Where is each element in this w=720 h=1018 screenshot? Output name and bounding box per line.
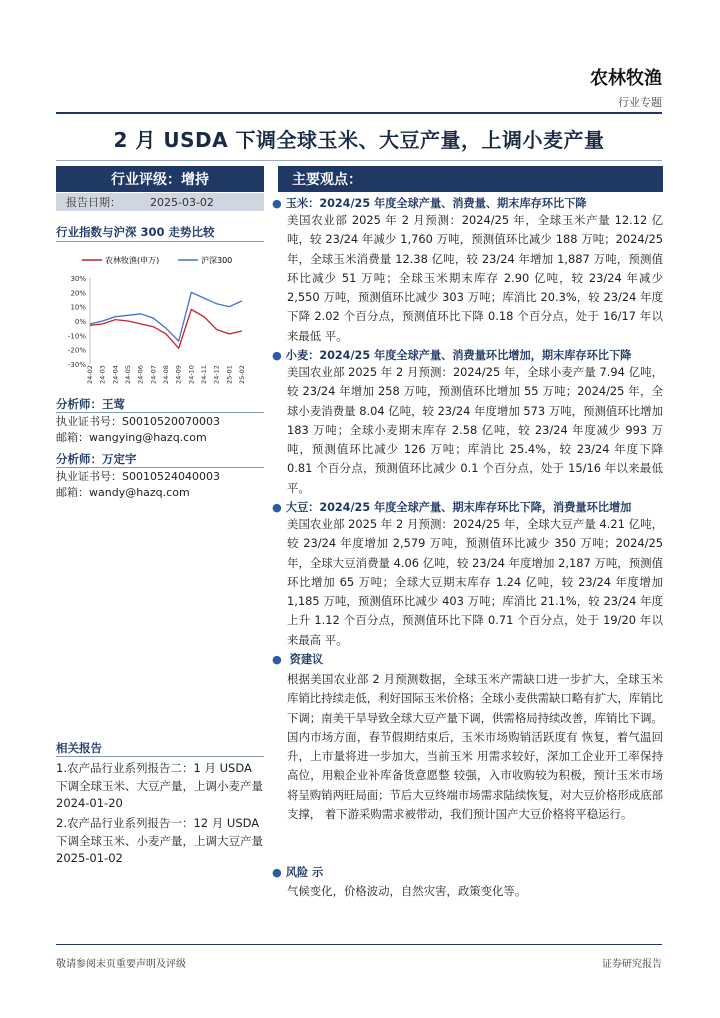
chart-lines (90, 292, 242, 348)
y-tick-label: 30% (70, 275, 86, 283)
related-reports-rule (56, 756, 264, 757)
section-corn-title: 玉米：2024/25 年度全球产量、消费量、期末库存环比下降 (285, 197, 587, 210)
x-tick-label: 24-03 (98, 365, 107, 384)
footer-rule (56, 944, 662, 945)
legend-label-series-1: 沪深300 (201, 256, 233, 265)
chart-legend (82, 255, 232, 265)
x-tick-label: 24-09 (174, 365, 183, 384)
section-investment-body (287, 670, 663, 824)
soybean-paragraph: 美国农业部 2025 年 2 月预测：2024/25 年，全球大豆产量 4.21 亿吨，较 23/24 年度增加 2,579 万吨，预测值环比减少 350 万吨；2024/25 年，全球大豆消费量 4.06 亿吨，较 23/24 年度增加 2,187 万吨，预测值环比增加 65 万吨；全球大豆期末库存 1.24 亿吨，较 23/24 年度增加 1,185 万吨，预测值环比减少 403 万吨；库消比 21.1%，较 23/24 年度上升 1.12 个百分点，预测值环比下降 0.71 个百分点，处于 19/20 年以来最高 平。 (287, 517, 663, 647)
y-tick-label: 0% (74, 318, 86, 326)
analyst-2-email: 邮箱：wandy@hazq.com (56, 486, 190, 499)
section-soybean-title: 大豆：2024/25 年度全球产量、期末库存环比下降，消费量环比增加 (285, 501, 632, 514)
analyst-2-heading: 分析师：万定宇 (56, 452, 137, 466)
analyst-1-rule (56, 412, 264, 413)
section-soybean-body (287, 515, 663, 650)
page-title: 2 月 USDA 下调全球玉米、大豆产量，上调小麦产量 (113, 128, 605, 152)
section-wheat-heading (272, 347, 631, 363)
x-tick-label: 24-12 (212, 365, 221, 384)
y-tick-label: -20% (67, 346, 86, 355)
related-report-1: 1.农产品行业系列报告二：1 月 USDA 下调全球玉米、大豆产量，上调小麦产量 2024-01-20 (56, 761, 263, 811)
chart-svg (56, 252, 264, 387)
corn-paragraph: 美国农业部 2025 年 2 月预测：2024/25 年，全球玉米产量 12.12 亿吨，较 23/24 年减少 1,760 万吨，预测值环比减少 188 万吨；2024/25 年，全球玉米消费量 12.38 亿吨，较 23/24 年增加 1,887 万吨，预测值环比减少 51 万吨；全球玉米期末库存 2.90 亿吨，较 23/24 年减少 2,550 万吨，预测值环比减少 303 万吨；库消比 20.3%，较 23/24 年度下降 2.02 个百分点，预测值环比下降 0.18 个百分点，处于 16/17 年以来最低 平。 (287, 213, 663, 343)
analyst-1-email: 邮箱：wangying@hazq.com (56, 431, 207, 444)
y-tick-label: 10% (70, 303, 86, 312)
analyst-1-heading: 分析师：王莺 (56, 397, 125, 411)
section-risk-title: 风险 示 (285, 866, 324, 879)
bullet-icon: ● (272, 349, 282, 362)
section-risk-heading (272, 864, 323, 880)
chart-title-rule (56, 241, 264, 242)
footer-report-label: 证券研究报告 (602, 959, 662, 970)
bullet-icon: ● (272, 866, 282, 879)
footer-disclaimer: 敬请参阅末页重要声明及评级 (56, 959, 186, 970)
wheat-paragraph: 美国农业部 2025 年 2 月预测：2024/25 年，全球小麦产量 7.94 亿吨，较 23/24 年增加 258 万吨，预测值环比增加 55 万吨；2024/25 年，全球小麦消费量 8.04 亿吨，较 23/24 年度增加 573 万吨，预测值环比增加 183 万吨；全球小麦期末库存 2.58 亿吨，较 23/24 年度减少 993 万吨，预测值环比减少 126 万吨；库消比 25.4%，较 23/24 年度下降 0.81 个百分点，预测值环比减少 0.1 个百分点，处于 15/16 年以来最低 平。 (287, 365, 663, 495)
section-corn-heading (272, 195, 587, 211)
x-tick-label: 25-01 (225, 365, 234, 384)
industry-rating: 行业评级：增持 (56, 166, 264, 192)
report-date-value: 2025-03-02 (150, 195, 214, 209)
x-tick-label: 25-02 (238, 365, 246, 384)
report-date (56, 193, 264, 211)
x-tick-label: 24-05 (124, 365, 132, 384)
analyst-2-license: 执业证书号：S0010524040003 (56, 470, 220, 483)
x-tick-label: 24-07 (149, 365, 158, 384)
investment-paragraph-2: 国内市场方面，春节假期结束后，玉米市场购销活跃度有 恢复，着气温回升，上市量将进一步加大，当前玉米 用需求较好，深加工企业开工率保持高位，用粮企业补库备货意愿整 较强，入市收购较为积极，预计玉米市场将呈购销两旺局面；节后大豆终端市场需求陆续恢复，对大豆价格形成底部支撑， 着下游采购需求被带动，我们预计国产大豆价格将平稳运行。 (287, 729, 663, 822)
y-axis (68, 275, 90, 369)
report-date-label: 报告日期： (66, 196, 121, 209)
x-tick-label: 24-04 (111, 365, 120, 384)
related-report-2: 2.农产品行业系列报告一：12 月 USDA 下调全球玉米、小麦产量，上调大豆产量 2025-01-02 (56, 816, 263, 866)
analyst-2-rule (56, 467, 264, 468)
index-comparison-chart (56, 252, 264, 387)
risk-paragraph: 气候变化，价格波动，自然灾害，政策变化等。 (287, 884, 527, 898)
section-corn-body (287, 211, 663, 346)
section-investment-title: 资建议 (285, 653, 324, 666)
bullet-icon: ● (272, 653, 282, 666)
analyst-1-license: 执业证书号：S0010520070003 (56, 415, 220, 428)
y-tick-label: -30% (67, 361, 86, 369)
main-points-heading: 主要观点： (278, 166, 663, 192)
x-tick-label: 24-10 (187, 365, 196, 384)
header-rule (56, 112, 662, 114)
legend-label-series-0: 农林牧渔(申万) (105, 256, 160, 265)
section-investment-heading (272, 651, 323, 667)
x-axis (86, 365, 246, 384)
x-tick-label: 24-11 (200, 365, 208, 384)
report-type: 行业专题 (618, 96, 662, 109)
section-wheat-body (287, 363, 663, 498)
x-tick-label: 24-08 (162, 365, 170, 384)
related-reports-heading: 相关报告 (56, 741, 102, 755)
title-rule (56, 160, 662, 161)
bullet-icon: ● (272, 501, 282, 514)
x-tick-label: 24-02 (86, 365, 94, 384)
bullet-icon: ● (272, 197, 282, 210)
section-risk-body (287, 882, 663, 901)
industry-brand: 农林牧渔 (590, 68, 662, 89)
section-wheat-title: 小麦：2024/25 年度全球产量、消费量环比增加，期末库存环比下降 (285, 349, 632, 362)
y-tick-label: -10% (67, 332, 86, 341)
chart-title: 行业指数与沪深 300 走势比较 (56, 225, 215, 239)
x-tick-label: 24-06 (136, 365, 145, 384)
section-soybean-heading (272, 499, 631, 515)
investment-paragraph-1: 根据美国农业部 2 月预测数据，全球玉米产需缺口进一步扩大，全球玉米库销比持续走低，利好国际玉米价格；全球小麦供需缺口略有扩大，库销比下调；南美干旱导致全球大豆产量下调，供需格局持续改善，库销比下调。 (287, 672, 663, 725)
y-tick-label: 20% (70, 289, 86, 298)
